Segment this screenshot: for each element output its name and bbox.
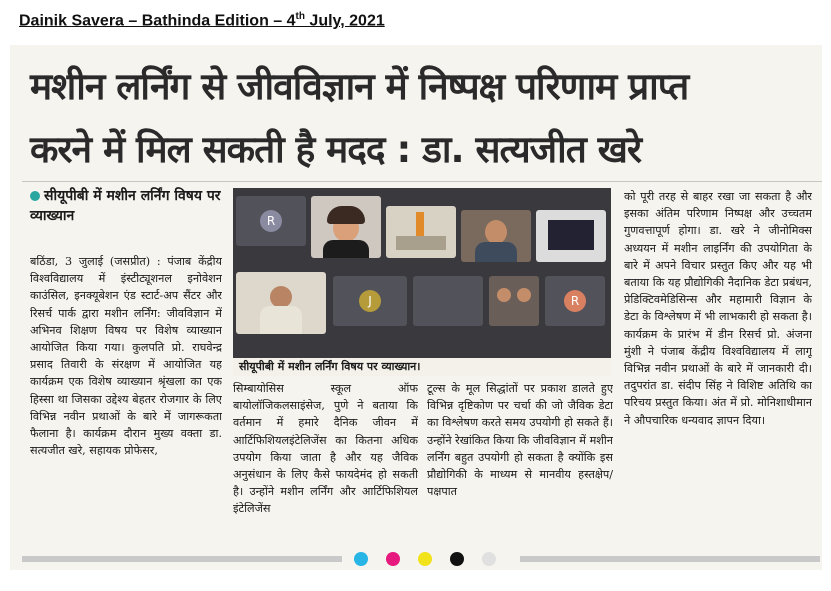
participant-tile [461,210,531,262]
magenta-swatch [386,552,400,566]
person-face-icon [485,220,507,244]
article-column-4: को पूरी तरह से बाहर रखा जा सकता है और इसका अंतिम परिणाम निष्पक्ष और उच्चतम गुणवत्तापूर्ण होगा। डा. खरे ने जीनोमिक्स अध्ययन में मशीन लाइर्निंग की उपयोगिता के बारे में अपने विचार प्रस्तुत किए और यह भी बताया कि यह प्रौद्योगिकी नैदानिक डेटा प्रबंधन, प्रेडिक्टिवमेडिसिन्स और महामारी विज्ञान के डेटा के विश्लेषण में भी लाभकारी हो सकता है। कार्यक्रम के प्रारंभ में डीन रिसर्च प्रो. अंजना मुंशी ने पंजाब केंद्रीय विश्वविद्यालय में लागू विभिन्न नवीन प्रथाओं के बारे में जानकारी दी। तदुपरांत डा. संदीप सिंह ने विशिष्ट अतिथि का परिचय प्रस्तुत किया। अंत में प्रो. मोनिशाधीमान ने औपचारिक धन्यवाद ज्ञापन दिया। [624,190,812,427]
divider [22,181,822,182]
participant-tile [311,196,381,258]
registration-bar [22,556,342,562]
registration-bar [520,556,820,562]
shoulders-shape [323,240,369,258]
slide-shape [548,220,594,250]
article-column-2: सिम्बायोसिस स्कूल ऑफ बायोलॉजिकलसाइंसेज, पुणे ने बताया कि वर्तमान में हमारे दैनिक जीवन में आर्टिफिशियलइंटेलिजेंस का कितना अधिक उपयोग किया जाता है और यह जैविक अनुसंधान के लिए कैसे फायदेमंद हो सकती है। उन्होंने मशीन लर्निंग और आर्टिफिशियल इंटेलिजेंस [233,382,418,516]
participant-tile [236,272,326,334]
article-column-1: बठिंडा, 3 जुलाई (जसप्रीत) : पंजाब केंद्रीय विश्वविद्यालय में इंस्टीट्यूशनल इनोवेशन काउंसिल, इनक्यूबेशन एंड स्टार्ट-अप सैंटर और रिसर्च पार्क द्वारा मशीन लर्निंग: जीवविज्ञान में अभिनव शिक्षण विषय पर विशेष व्याख्यान आयोजित किया गया। कुलपति प्रो. राघवेन्द्र प्रसाद तिवारी के संरक्षण में आयोजित यह कार्यक्रम एक विशेष व्याख्यान श्रृंखला का एक हिस्सा था जिसका उद्देश्य बेहतर रोजगार के लिए विभिन्न नवीन प्रथाओं के बारे में जागरूकता फैलाना है। कार्यक्रम दौरान मुख्य वक्ता डा. सत्यजीत खरे, सहायक प्रोफेसर, [30,255,222,458]
avatar: J [359,290,381,312]
cyan-swatch [354,552,368,566]
participant-tile [489,276,539,326]
headline-line-2: करने में मिल सकती है मदद : डा. सत्यजीत खरे [30,128,642,171]
participant-tile [536,210,606,262]
video-conference-photo [233,188,611,375]
bullet-dot-icon [30,191,40,201]
hair-shape [327,206,365,224]
person-face-icon [497,288,511,302]
photo-caption: सीयूपीबी में मशीन लर्निंग विषय पर व्याख्यान। [233,358,611,376]
participant-tile [413,276,483,326]
person-face-icon [517,288,531,302]
grey-swatch [482,552,496,566]
article-column-3: टूल्स के मूल सिद्धांतों पर प्रकाश डालते हुए विभिन्न दृष्टिकोण पर चर्चा की जो जैविक डेटा का विश्लेषण करते समय उपयोगी हो सकते हैं। उन्होंने रेखांकित किया कि जीवविज्ञान में मशीन लर्निंग बहुत उपयोगी हो सकता है क्योंकि इस प्रौद्योगिकी के माध्यम से मानवीय हस्तक्षेप/पक्षपात [427,382,613,499]
participant-tile [386,206,456,258]
person-face-icon [270,286,292,308]
shoulders-shape [260,306,302,334]
avatar: R [260,210,282,232]
black-swatch [450,552,464,566]
shoulders-shape [475,242,517,262]
headline-line-1: मशीन लर्निंग से जीवविज्ञान में निष्पक्ष परिणाम प्राप्त [30,65,689,108]
subheading: सीयूपीबी में मशीन लर्निंग विषय पर व्याख्यान [30,188,221,224]
participant-tile [333,276,407,326]
table-shape [396,236,446,250]
participant-tile [545,276,605,326]
yellow-swatch [418,552,432,566]
edition-title: Dainik Savera – Bathinda Edition – 4th July, 2021 [19,11,385,30]
avatar: R [564,290,586,312]
participant-tile [236,196,306,246]
